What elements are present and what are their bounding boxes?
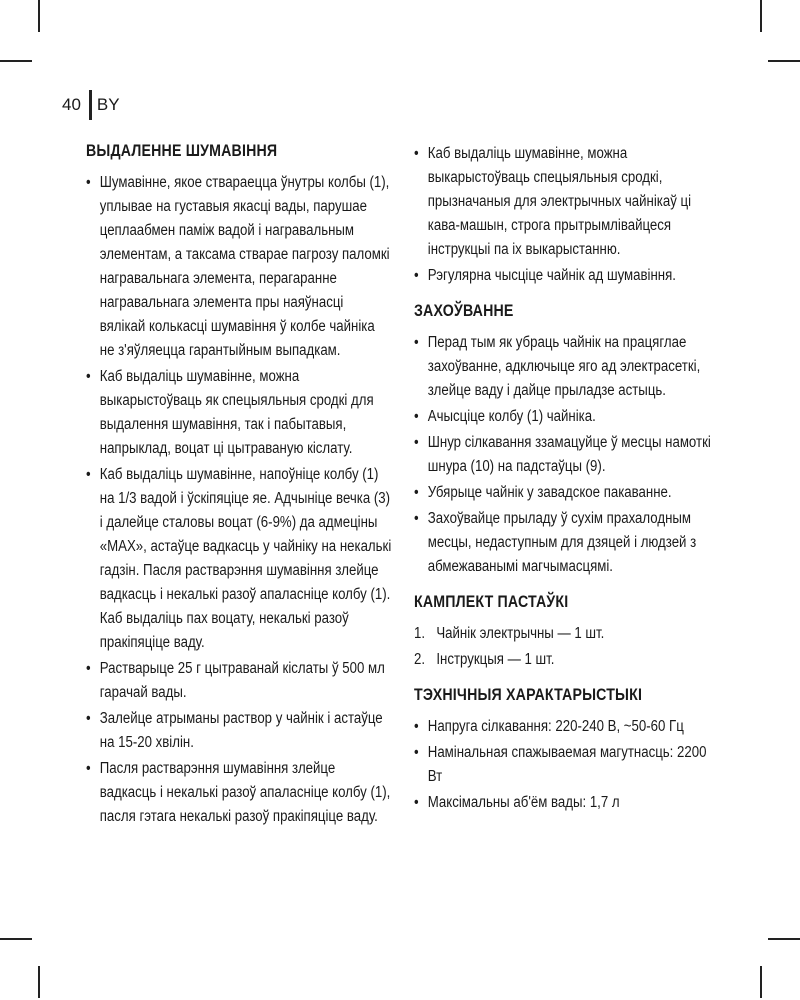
section-title: КАМПЛЕКТ ПАСТАЎКІ <box>414 593 569 611</box>
page-header <box>62 90 120 120</box>
bullet-icon: • <box>414 145 419 162</box>
bullet-icon: • <box>414 434 419 451</box>
bullet-icon: • <box>86 368 91 385</box>
section-title: ЗАХОЎВАННЕ <box>414 302 514 320</box>
bullet-list <box>414 331 714 579</box>
bullet-icon: • <box>86 660 91 677</box>
list-item: • Перад тым як убраць чайнік на працяглае захоўванне, адключыце яго ад электрасеткі, злейце ваду і дайце прыладзе астыць. <box>414 331 714 403</box>
list-item: • Ачысціце колбу (1) чайніка. <box>414 405 714 429</box>
bullet-icon: • <box>414 794 419 811</box>
list-item: • Залейце атрыманы раствор у чайнік і астаўце на 15-20 хвілін. <box>86 707 392 755</box>
crop-mark <box>38 0 40 32</box>
list-item: • Намінальная спажываемая магутнасць: 2200 Вт <box>414 741 714 789</box>
list-item: • Рэгулярна чысціце чайнік ад шумавіння. <box>414 264 714 288</box>
list-item: • Шумавінне, якое ствараецца ўнутры колбы (1), уплывае на густавыя якасці вады, парушае цеплаабмен паміж вадой і награвальным элементам, а таксама стварае пагрозу паломкі награвальнага элемента, перагаранне награвальнага элемента пры наяўнасці вялікай колькасці шумавіння ў колбе чайніка не з'яўляецца гарантыйным выпадкам. <box>86 171 392 363</box>
bullet-icon: • <box>414 408 419 425</box>
language-code: BY <box>96 95 120 114</box>
list-item: • Напруга сілкавання: 220-240 В, ~50-60 Гц <box>414 715 714 739</box>
list-item: • Шнур сілкавання ззамацуйце ў месцы намоткі шнура (10) на падстаўцы (9). <box>414 431 714 479</box>
list-item: • Убярыце чайнік у завадское пакаванне. <box>414 481 714 505</box>
list-item: • Растварыце 25 г цытраванай кіслаты ў 500 мл гарачай вады. <box>86 657 392 705</box>
section-title: ВЫДАЛЕННЕ ШУМАВІННЯ <box>86 142 278 160</box>
section-descaling <box>86 142 392 829</box>
bullet-icon: • <box>86 174 91 191</box>
bullet-icon: • <box>86 760 91 777</box>
section-package-contents <box>414 593 714 672</box>
right-column <box>414 142 714 823</box>
bullet-list <box>86 171 392 829</box>
left-column <box>86 142 392 837</box>
list-item: • Пасля растварэння шумавіння злейце вадкасць і некалькі разоў апаласніце колбу (1), пасля гэтага некалькі разоў пракіпяціце ваду. <box>86 757 392 829</box>
crop-mark <box>768 60 800 62</box>
crop-mark <box>760 0 762 32</box>
bullet-icon: • <box>414 718 419 735</box>
list-item: • Захоўвайце прыладу ў сухім прахалодным месцы, недаступным для дзяцей і людзей з абмежаванымі магчымасцямі. <box>414 507 714 579</box>
item-number: 2. <box>414 651 426 668</box>
bullet-icon: • <box>414 510 419 527</box>
bullet-icon: • <box>414 334 419 351</box>
section-specifications <box>414 686 714 815</box>
crop-mark <box>38 966 40 998</box>
item-number: 1. <box>414 625 426 642</box>
bullet-list <box>414 715 714 815</box>
list-item: • Каб выдаліць шумавінне, можна выкарыстоўваць спецыяльныя сродкі, прызначаныя для электрычных чайнікаў ці кава-машын, строга прытрымлівайцеся інструкцыі па іх выкарыстанню. <box>414 142 714 262</box>
bullet-list-continued <box>414 142 714 288</box>
section-storage <box>414 302 714 579</box>
list-item: 2. Інструкцыя — 1 шт. <box>414 648 714 672</box>
page-number: 40 <box>62 95 81 114</box>
bullet-icon: • <box>414 484 419 501</box>
bullet-icon: • <box>86 710 91 727</box>
bullet-icon: • <box>86 466 91 483</box>
list-item: • Каб выдаліць шумавінне, напоўніце колбу (1) на 1/3 вадой і ўскіпяціце яе. Адчыніце вечка (3) і далейце сталовы воцат (6-9%) да адмеціны «MAX», астаўце вадкасць у чайніку на некалькі гадзін. Пасля растварэння шумавіння злейце вадкасць і некалькі разоў апаласніце колбу (1). Каб выдаліць пах воцату, некалькі разоў пракіпяціце ваду. <box>86 463 392 655</box>
numbered-list <box>414 622 714 672</box>
section-title: ТЭХНІЧНЫЯ ХАРАКТАРЫСТЫКІ <box>414 686 643 704</box>
crop-mark <box>760 966 762 998</box>
list-item: • Максімальны аб'ём вады: 1,7 л <box>414 791 714 815</box>
bullet-icon: • <box>414 744 419 761</box>
list-item: • Каб выдаліць шумавінне, можна выкарыстоўваць як спецыяльныя сродкі для выдалення шумавіння, так і пабытавыя, напрыклад, воцат ці цытраваную кіслату. <box>86 365 392 461</box>
list-item: 1. Чайнік электрычны — 1 шт. <box>414 622 714 646</box>
header-divider <box>89 90 92 120</box>
crop-mark <box>768 938 800 940</box>
bullet-icon: • <box>414 267 419 284</box>
crop-mark <box>0 60 32 62</box>
crop-mark <box>0 938 32 940</box>
